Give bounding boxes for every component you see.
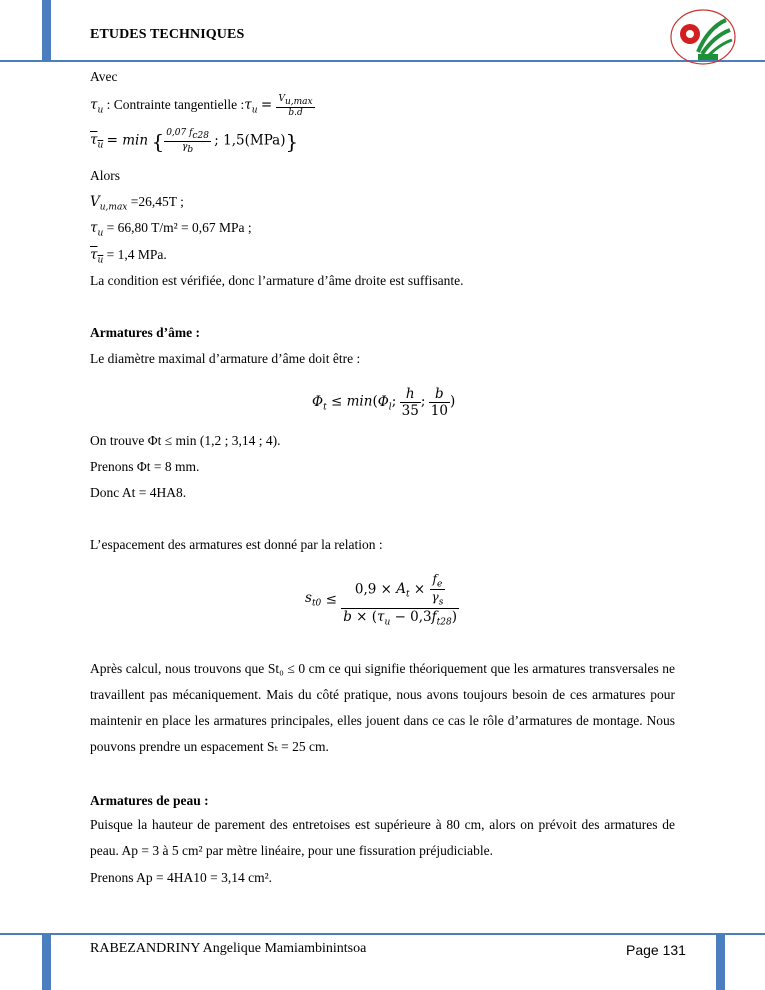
vu-value: =26,45T ;: [130, 194, 184, 209]
tau-bar-value-line: $\tau_u = 1,4$ MPa.: [90, 247, 167, 266]
prenons-ap-text: Prenons Ap = 4HA10 = 3,14 cm².: [90, 870, 273, 885]
tau-bar-value: = 1,4 MPa.: [106, 247, 167, 262]
tau-definition: $\tau_u$ : Contrainte tangentielle $:\tau_u$ = $\frac{V_{u,max}}{b.d}$: [90, 94, 313, 118]
st0-formula: $s_{t0}$ ≤ $0,9 \times A_t$ × $\frac{f_e}{\gamma_s}$ $b \times (\tau_u - 0,3f_{t28})$: [305, 572, 458, 628]
espacement-text: L’espacement des armatures est donné par la relation :: [90, 537, 383, 552]
donc-at-text: Donc At = 4HA8.: [90, 485, 187, 500]
apres-calcul-paragraph: Après calcul, nous trouvons que St₀ ≤ 0 cm ce qui signifie théoriquement que les armatures transversales ne travaillent pas mécaniquement. Mais du côté pratique, nous avons toujours besoin de ces armatures pour maintenir en place les armatures principales, elles jouent dans ce cas le rôle d’armatures de montage. Nous pouvons prendre un espacement Sₜ = 25 cm.: [90, 661, 675, 754]
vu-value-line: $V_{u,max} =26,45T$ ;: [90, 194, 184, 213]
page-number: Page 131: [626, 942, 686, 958]
footer-side-bar-left: [42, 934, 51, 990]
header-side-bar: [42, 0, 51, 60]
section-title-armatures-ame: Armatures d’âme :: [90, 325, 200, 340]
tau-bar-formula: $\tau_u = \min$ { $\frac{0,07 f_{c28}}{\gamma_b}$ ; 1,5(MPa)}: [90, 128, 299, 155]
university-emblem-icon: [668, 8, 738, 66]
puisque-paragraph: Puisque la hauteur de parement des entretoises est supérieure à 80 cm, alors on prévoit des armatures de peau. Ap = 3 à 5 cm² par mètre linéaire, pour une fissuration préjudiciable.: [90, 817, 675, 858]
prenons-phi-text: Prenons Φt = 8 mm.: [90, 459, 200, 474]
page-header-title: ETUDES TECHNIQUES: [90, 27, 245, 42]
header-rule: [0, 60, 765, 62]
text-avec: Avec: [90, 69, 118, 84]
tau-value-line: $\tau_u = 66,80$ T/m² = 0,67 MPa ;: [90, 220, 252, 239]
footer-rule: [0, 933, 765, 935]
tau-value: = 66,80 T/m² = 0,67 MPa ;: [106, 220, 252, 235]
phi-formula: $\Phi_t \le \min(\Phi_l$; $\frac{h}{35}$ ; $\frac{b}{10}$ ): [312, 386, 456, 419]
footer-side-bar-right: [716, 934, 725, 990]
tau-label: : Contrainte tangentielle :: [106, 97, 245, 112]
condition-text: La condition est vérifiée, donc l’armature d’âme droite est suffisante.: [90, 273, 464, 288]
on-trouve-text: On trouve Φt ≤ min (1,2 ; 3,14 ; 4).: [90, 433, 281, 448]
section-title-armatures-peau: Armatures de peau :: [90, 793, 209, 808]
diametre-text: Le diamètre maximal d’armature d’âme doit être :: [90, 351, 361, 366]
footer-author: RABEZANDRINY Angelique Mamiambinintsoa: [90, 941, 367, 956]
text-alors: Alors: [90, 168, 120, 183]
tau-bar-tail: ; 1,5(MPa): [214, 132, 286, 149]
